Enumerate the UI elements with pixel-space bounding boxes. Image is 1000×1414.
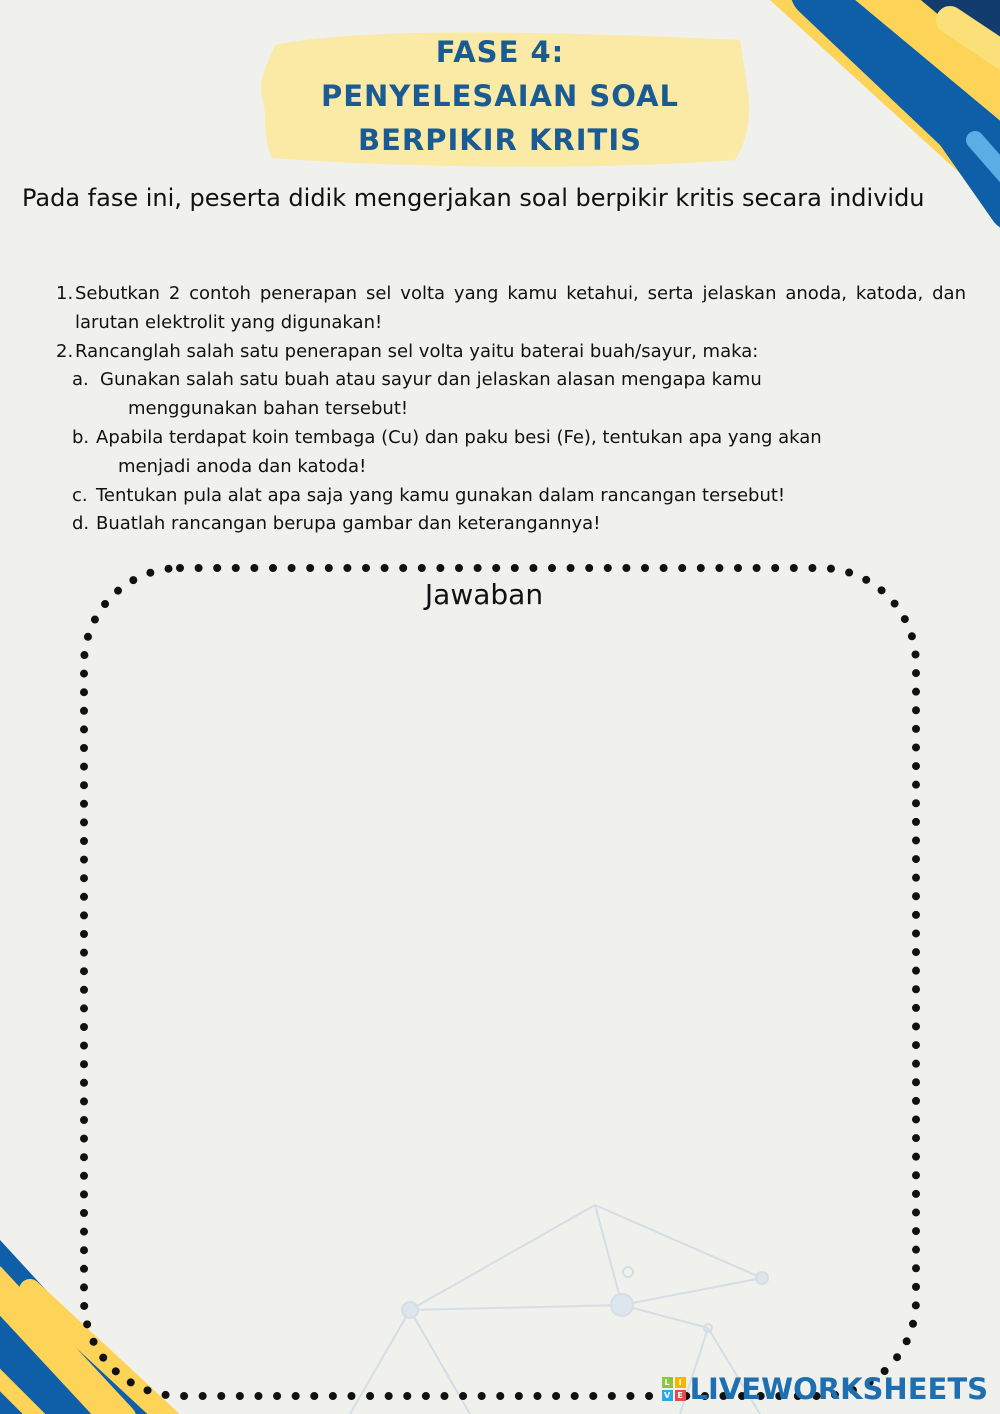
- sub-question-b: [56, 424, 926, 482]
- sub-question-text: Buatlah rancangan berupa gambar dan keterangannya!: [96, 513, 601, 535]
- sub-question-text-cont: menjadi anoda dan katoda!: [118, 455, 367, 477]
- page-title: [0, 30, 1000, 162]
- liveworksheets-logo-icon: L I V E: [662, 1377, 686, 1401]
- sub-question-text: Apabila terdapat koin tembaga (Cu) dan paku besi (Fe), tentukan apa yang akan: [96, 426, 822, 448]
- sub-question-c: [56, 482, 926, 511]
- title-line-1: FASE 4:: [435, 35, 565, 69]
- question-number: 2.: [56, 340, 74, 362]
- answer-label: Jawaban: [424, 578, 544, 611]
- sub-question-text: Tentukan pula alat apa saja yang kamu gunakan dalam rancangan tersebut!: [96, 484, 786, 506]
- sub-question-letter: b.: [72, 426, 90, 448]
- title-line-2: PENYELESAIAN SOAL: [320, 79, 680, 113]
- sub-question-letter: d.: [72, 513, 90, 535]
- logo-text: LIVEWORKSHEETS: [689, 1372, 988, 1406]
- question-1: [56, 280, 966, 338]
- question-number: 1.: [56, 283, 74, 304]
- answer-box[interactable]: [84, 568, 916, 1396]
- sub-question-letter: c.: [72, 484, 88, 506]
- sub-question-a: [56, 366, 930, 424]
- question-2: [56, 338, 966, 367]
- liveworksheets-logo[interactable]: [662, 1372, 988, 1406]
- sub-question-text: Gunakan salah satu buah atau sayur dan jelaskan alasan mengapa kamu: [100, 369, 762, 391]
- question-list: [56, 280, 966, 539]
- question-text: Rancanglah salah satu penerapan sel volta yaitu baterai buah/sayur, maka:: [75, 340, 759, 362]
- intro-text: Pada fase ini, peserta didik mengerjakan soal berpikir kritis secara individu: [22, 184, 925, 212]
- sub-question-d: [56, 510, 926, 539]
- title-line-3: BERPIKIR KRITIS: [357, 123, 643, 157]
- sub-question-letter: a.: [72, 369, 89, 391]
- question-text: Sebutkan 2 contoh penerapan sel volta yang kamu ketahui, serta jelaskan anoda, katoda, dan larutan elektrolit yang digunakan!: [75, 283, 966, 333]
- sub-question-text-cont: menggunakan bahan tersebut!: [128, 398, 409, 420]
